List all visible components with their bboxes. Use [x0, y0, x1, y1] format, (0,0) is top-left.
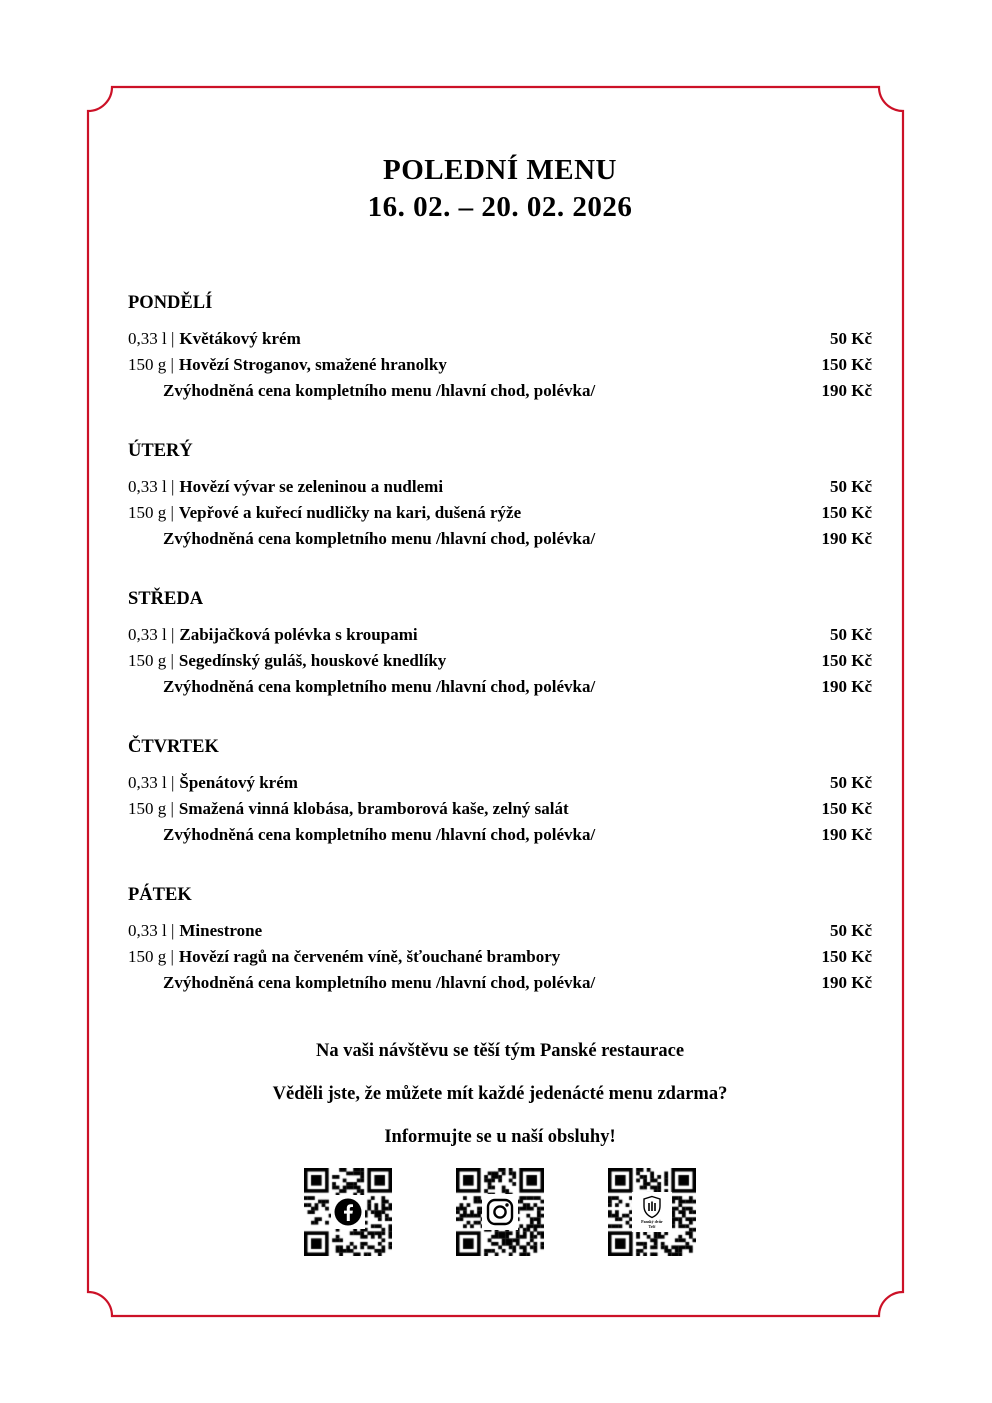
- day-heading: ÚTERÝ: [128, 441, 193, 461]
- facebook-qr-code: [304, 1168, 392, 1256]
- main-course-price: 150 Kč: [821, 651, 872, 670]
- day-section-wednesday: [128, 588, 872, 700]
- combo-label: Zvýhodněná cena kompletního menu /hlavní chod, polévka/: [163, 973, 596, 992]
- main-course-price: 150 Kč: [821, 355, 872, 374]
- main-course-row: [128, 500, 872, 526]
- shield-logo-text-line1: Panský dvůr: [641, 1219, 663, 1224]
- menu-sections: [128, 292, 872, 996]
- combo-row: [128, 822, 872, 848]
- soup-price: 50 Kč: [829, 773, 872, 792]
- soup-name: Minestrone: [179, 921, 263, 940]
- combo-price: 190 Kč: [821, 529, 872, 548]
- instagram-icon: [482, 1194, 518, 1230]
- qr-codes-row: [128, 1168, 872, 1256]
- soup-quantity: 0,33 l |: [128, 477, 175, 496]
- soup-quantity: 0,33 l |: [128, 773, 175, 792]
- instagram-qr-code: [456, 1168, 544, 1256]
- combo-price: 190 Kč: [821, 973, 872, 992]
- main-course-row: [128, 944, 872, 970]
- main-quantity: 150 g |: [128, 355, 174, 374]
- main-course-price: 150 Kč: [821, 799, 872, 818]
- day-section-thursday: [128, 736, 872, 848]
- combo-row: [128, 526, 872, 552]
- footer-cta: Informujte se u naší obsluhy!: [384, 1127, 616, 1147]
- soup-row: [128, 474, 872, 500]
- soup-row: [128, 622, 872, 648]
- combo-price: 190 Kč: [821, 677, 872, 696]
- main-course-price: 150 Kč: [821, 503, 872, 522]
- combo-row: [128, 378, 872, 404]
- day-heading: PONDĚLÍ: [128, 293, 213, 313]
- main-course-name: Hovězí Stroganov, smažené hranolky: [178, 355, 447, 374]
- combo-label: Zvýhodněná cena kompletního menu /hlavní chod, polévka/: [163, 529, 596, 548]
- soup-price: 50 Kč: [829, 477, 872, 496]
- main-quantity: 150 g |: [128, 503, 174, 522]
- day-section-monday: [128, 292, 872, 404]
- day-section-friday: [128, 884, 872, 996]
- main-course-name: Segedínský guláš, houskové knedlíky: [178, 651, 447, 670]
- footer-messages: [128, 1040, 872, 1148]
- soup-price: 50 Kč: [829, 329, 872, 348]
- combo-label: Zvýhodněná cena kompletního menu /hlavní chod, polévka/: [163, 381, 596, 400]
- menu-content: [128, 0, 872, 1256]
- main-course-name: Smažená vinná klobása, bramborová kaše, zelný salát: [178, 799, 569, 818]
- soup-row: [128, 326, 872, 352]
- restaurant-qr-code: [608, 1168, 696, 1256]
- facebook-icon: [331, 1195, 365, 1229]
- soup-name: Hovězí vývar se zeleninou a nudlemi: [179, 477, 444, 496]
- main-course-row: [128, 648, 872, 674]
- main-course-price: 150 Kč: [821, 947, 872, 966]
- page-title-date-range: 16. 02. – 20. 02. 2026: [367, 191, 633, 223]
- page-title: [128, 152, 872, 226]
- main-course-row: [128, 796, 872, 822]
- combo-label: Zvýhodněná cena kompletního menu /hlavní chod, polévka/: [163, 825, 596, 844]
- soup-price: 50 Kč: [829, 625, 872, 644]
- page-title-line1: POLEDNÍ MENU: [383, 154, 617, 186]
- main-quantity: 150 g |: [128, 799, 174, 818]
- main-course-name: Vepřové a kuřecí nudličky na kari, dušená rýže: [178, 503, 522, 522]
- shield-logo-text-line2: Telč: [648, 1224, 656, 1229]
- combo-label: Zvýhodněná cena kompletního menu /hlavní chod, polévka/: [163, 677, 596, 696]
- soup-price: 50 Kč: [829, 921, 872, 940]
- shield-icon: [632, 1192, 672, 1232]
- footer-promo: Věděli jste, že můžete mít každé jedenácté menu zdarma?: [272, 1084, 728, 1104]
- soup-quantity: 0,33 l |: [128, 329, 175, 348]
- main-quantity: 150 g |: [128, 651, 174, 670]
- soup-name: Zabijačková polévka s kroupami: [179, 625, 418, 644]
- combo-row: [128, 970, 872, 996]
- main-course-row: [128, 352, 872, 378]
- day-section-tuesday: [128, 440, 872, 552]
- day-heading: ČTVRTEK: [128, 737, 219, 757]
- soup-name: Květákový krém: [179, 329, 301, 348]
- day-heading: PÁTEK: [128, 885, 192, 905]
- footer-greeting: Na vaši návštěvu se těší tým Panské restaurace: [315, 1041, 685, 1061]
- day-heading: STŘEDA: [128, 589, 204, 609]
- soup-name: Špenátový krém: [179, 773, 298, 792]
- soup-quantity: 0,33 l |: [128, 625, 175, 644]
- combo-row: [128, 674, 872, 700]
- main-quantity: 150 g |: [128, 947, 174, 966]
- soup-row: [128, 770, 872, 796]
- soup-quantity: 0,33 l |: [128, 921, 175, 940]
- main-course-name: Hovězí ragů na červeném víně, šťouchané brambory: [178, 947, 561, 966]
- soup-row: [128, 918, 872, 944]
- combo-price: 190 Kč: [821, 825, 872, 844]
- combo-price: 190 Kč: [821, 381, 872, 400]
